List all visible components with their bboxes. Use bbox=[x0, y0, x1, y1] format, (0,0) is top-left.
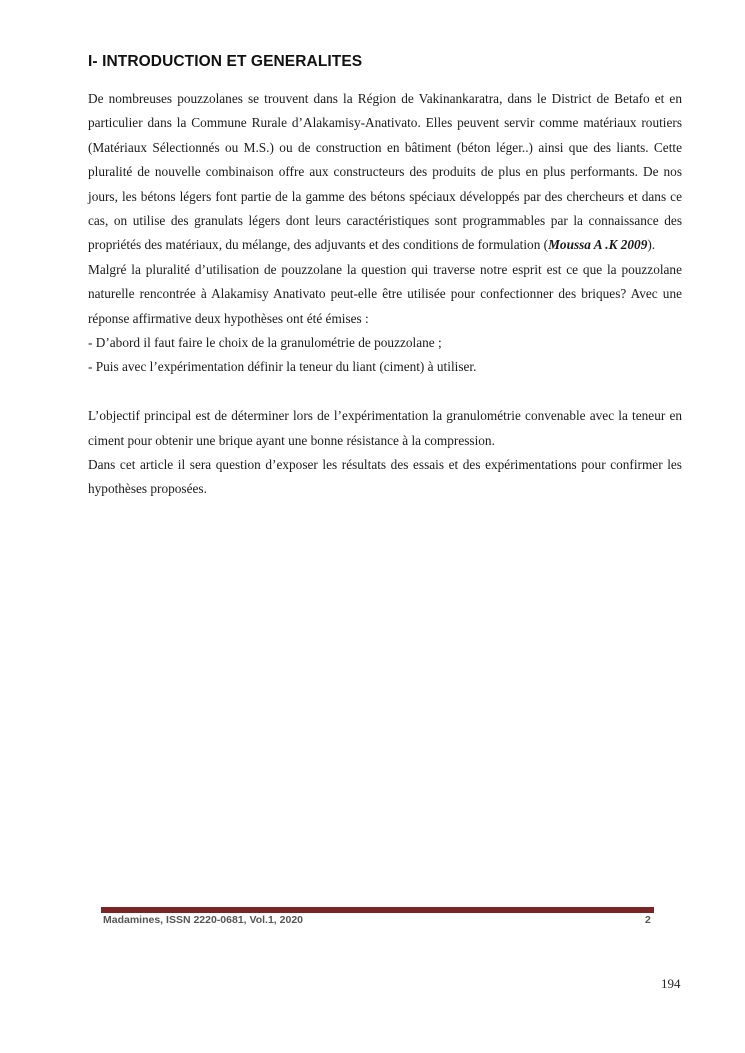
paragraph-question: Malgré la pluralité d’utilisation de pouzzolane la question qui traverse notre esprit est ce que la pouzzolane naturelle rencontrée à Alakamisy Anativato peut-elle être utilisée pour confectionner des briques? Avec une réponse affirmative deux hypothèses ont été émises : bbox=[88, 261, 682, 326]
footer-journal: Madamines, ISSN 2220-0681, Vol.1, 2020 bbox=[103, 914, 303, 926]
footer-bar bbox=[101, 907, 654, 913]
paragraph-intro-text: De nombreuses pouzzolanes se trouvent dans la Région de Vakinankaratra, dans le District de Betafo et en particulier dans la Commune Rurale d’Alakamisy-Anativato. Elles peuvent servir comme matériaux routiers (Matériaux Sélectionnés ou M.S.) ou de construction en bâtiment (béton léger..) ainsi que des liants. Cette pluralité de nouvelle combinaison offre aux constructeurs des produits de plus en plus performants. De nos jours, les bétons légers font partie de la gamme des bétons spéciaux développés par des chercheurs et dans ce cas, on utilise des granulats légers dont leurs caractéristiques sont programmables par la connaissance des propriétés des matériaux, du mélange, des adjuvants et des conditions de formulation ( bbox=[88, 91, 682, 253]
section-body bbox=[88, 87, 682, 502]
paragraph-spacer bbox=[88, 380, 682, 404]
paragraph-article-scope: Dans cet article il sera question d’exposer les résultats des essais et des expérimentations pour confirmer les hypothèses proposées. bbox=[88, 457, 682, 497]
paragraph-intro-end: ). bbox=[647, 237, 656, 253]
citation: Moussa A .K 2009 bbox=[548, 237, 648, 253]
page-number: 194 bbox=[661, 976, 681, 991]
hypothesis-item: - D’abord il faut faire le choix de la granulométrie de pouzzolane ; bbox=[88, 335, 442, 351]
hypothesis-item: - Puis avec l’expérimentation définir la teneur du liant (ciment) à utiliser. bbox=[88, 359, 477, 375]
paragraph-intro bbox=[88, 87, 682, 258]
paragraph-objective: L’objectif principal est de déterminer lors de l’expérimentation la granulométrie convenable avec la teneur en ciment pour obtenir une brique ayant une bonne résistance à la compression. bbox=[88, 408, 682, 448]
section-heading: I- INTRODUCTION ET GENERALITES bbox=[88, 53, 363, 70]
footer-inner-page-number: 2 bbox=[645, 914, 651, 926]
